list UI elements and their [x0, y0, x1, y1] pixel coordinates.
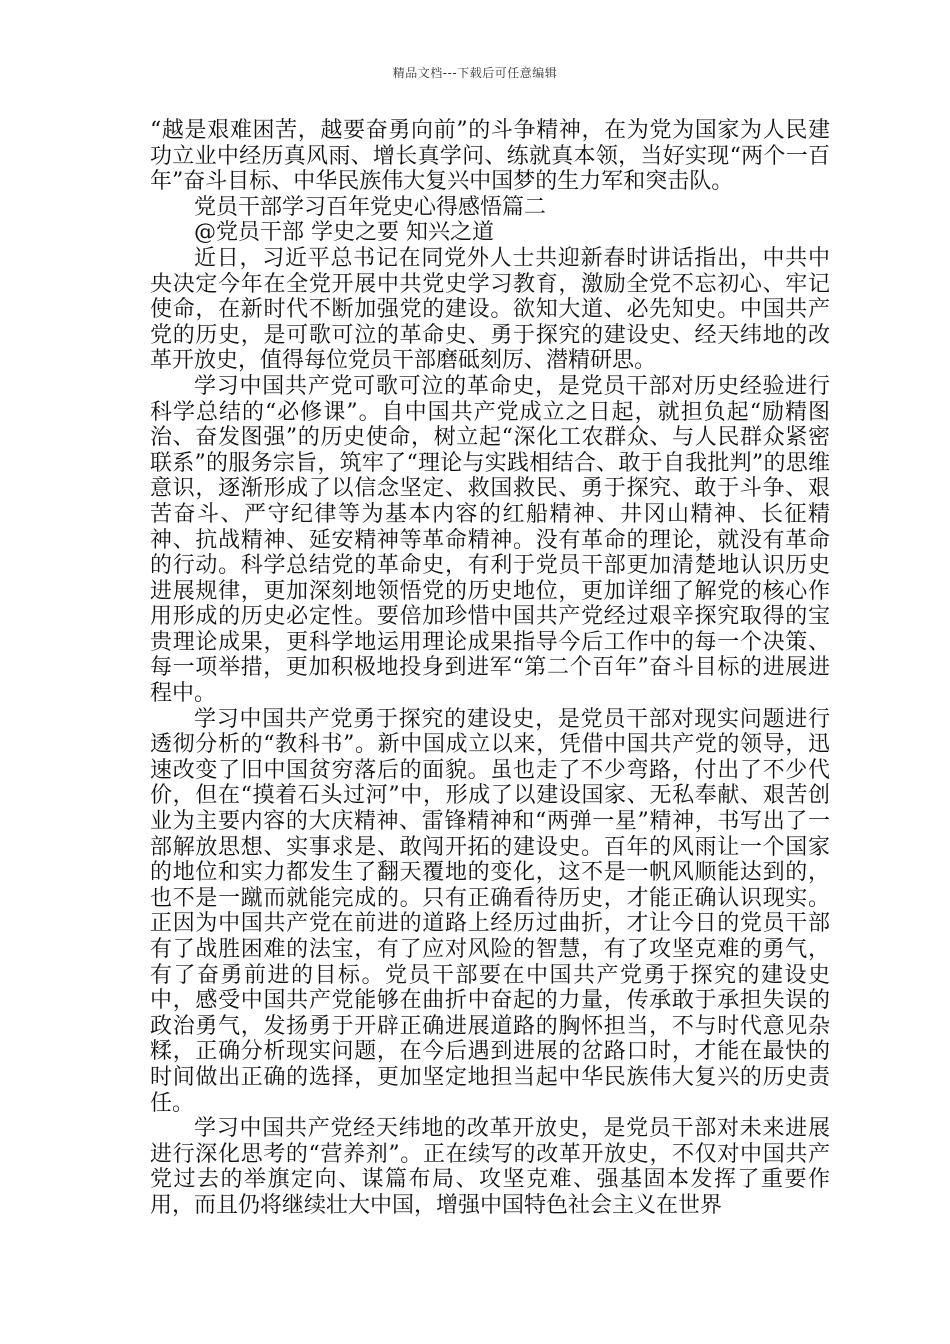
- paragraph-intro: 近日，习近平总书记在同党外人士共迎新春时讲话指出，中共中央决定今年在全党开展中共党史学习教育，激励全党不忘初心、牢记使命，在新时代不断加强党的建设。欲知大道、必先知史。中国共产党的历史，是可歌可泣的革命史、勇于探究的建设史、经天纬地的改革开放史，值得每位党员干部磨砥刻厉、潜精研思。: [150, 245, 830, 374]
- section-title: 党员干部学习百年党史心得感悟篇二: [194, 194, 547, 220]
- document-body: [150, 118, 830, 1219]
- paragraph-reform-history: 学习中国共产党经天纬地的改革开放史，是党员干部对未来进展进行深化思考的“营养剂”。正在续写的改革开放史，不仅对中国共产党过去的举旗定向、谋篇布局、攻坚克难、强基固本发挥了重要作用，而且仍将继续壮大中国，增强中国特色社会主义在世界: [150, 1116, 830, 1218]
- page-header: 精品文档---下载后可任意编辑: [392, 66, 558, 80]
- paragraph-continuation: “越是艰难困苦，越要奋勇向前”的斗争精神，在为党为国家为人民建功立业中经历真风雨、增长真学问、练就真本领，当好实现“两个一百年”奋斗目标、中华民族伟大复兴中国梦的生力军和突击队。: [150, 118, 830, 195]
- paragraph-construction-history: 学习中国共产党勇于探究的建设史，是党员干部对现实问题进行透彻分析的“教科书”。新中国成立以来，凭借中国共产党的领导，迅速改变了旧中国贫穷落后的面貌。虽也走了不少弯路，付出了不少代价，但在“摸着石头过河”中，形成了以建设国家、无私奉献、艰苦创业为主要内容的大庆精神、雷锋精神和“两弹一星”精神，书写出了一部解放思想、实事求是、敢闯开拓的建设史。百年的风雨让一个国家的地位和实力都发生了翻天覆地的变化，这不是一帆风顺能达到的，也不是一蹴而就能完成的。只有正确看待历史，才能正确认识现实。正因为中国共产党在前进的道路上经历过曲折，才让今日的党员干部有了战胜困难的法宝，有了应对风险的智慧，有了攻坚克难的勇气，有了奋勇前进的目标。党员干部要在中国共产党勇于探究的建设史中，感受中国共产党能够在曲折中奋起的力量，传承敢于承担失误的政治勇气，发扬勇于开辟正确进展道路的胸怀担当，不与时代意见杂糅，正确分析现实问题，在今后遇到进展的岔路口时，才能在最快的时间做出正确的选择，更加坚定地担当起中华民族伟大复兴的历史责任。: [150, 706, 830, 1116]
- section-subtitle: @党员干部 学史之要 知兴之道: [194, 220, 494, 246]
- paragraph-revolution-history: 学习中国共产党可歌可泣的革命史，是党员干部对历史经验进行科学总结的“必修课”。自中国共产党成立之日起，就担负起“励精图治、奋发图强”的历史使命，树立起“深化工农群众、与人民群众紧密联系”的服务宗旨，筑牢了“理论与实践相结合、敢于自我批判”的思维意识，逐渐形成了以信念坚定、救国救民、勇于探究、敢于斗争、艰苦奋斗、严守纪律等为基本内容的红船精神、井冈山精神、长征精神、抗战精神、延安精神等革命精神。没有革命的理论，就没有革命的行动。科学总结党的革命史，有利于党员干部更加清楚地认识历史进展规律，更加深刻地领悟党的历史地位，更加详细了解党的核心作用形成的历史必定性。要倍加珍惜中国共产党经过艰辛探究取得的宝贵理论成果，更科学地运用理论成果指导今后工作中的每一个决策、每一项举措，更加积极地投身到进军“第二个百年”奋斗目标的进展进程中。: [150, 373, 830, 707]
